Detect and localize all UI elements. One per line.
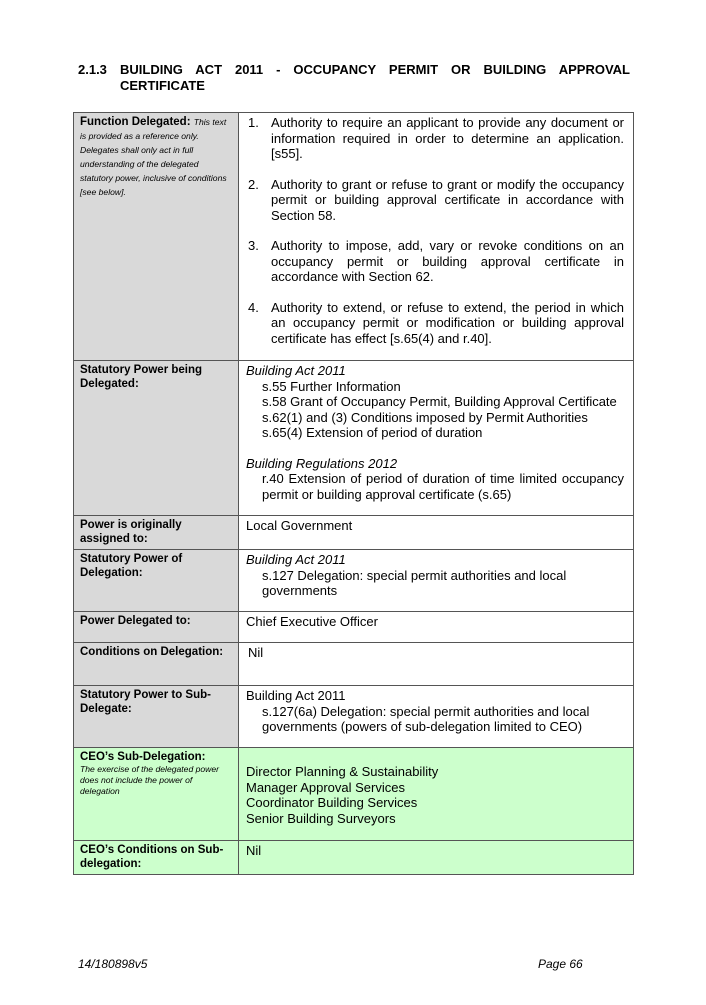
list-item bbox=[246, 115, 624, 162]
item-text: Authority to impose, add, vary or revoke conditions on an occupancy permit or building approval certificate in accordance with Section 62. bbox=[271, 238, 624, 284]
power-assigned-value: Local Government bbox=[239, 516, 634, 550]
function-delegated-note: This text is provided as a reference only. Delegates shall only act in full understanding of the delegated statutory power, inclusive of conditions [see below]. bbox=[80, 117, 227, 197]
act-item: s.58 Grant of Occupancy Permit, Building Approval Certificate bbox=[262, 394, 617, 409]
regulations-title: Building Regulations 2012 bbox=[246, 455, 398, 471]
ceo-sub-delegation-content bbox=[239, 748, 634, 841]
delegation-table bbox=[73, 112, 634, 875]
section-number: 2.1.3 bbox=[78, 62, 107, 77]
row-power-of-delegation bbox=[74, 550, 634, 612]
statutory-power-content bbox=[239, 361, 634, 516]
sub-delegate-content bbox=[239, 686, 634, 748]
conditions-value: Nil bbox=[239, 643, 634, 686]
act-title: Building Act 2011 bbox=[246, 688, 346, 703]
power-of-delegation-label: Statutory Power of Delegation: bbox=[74, 550, 239, 612]
ceo-sub-delegation-label: CEO’s Sub-Delegation: bbox=[80, 751, 206, 763]
delegate-name: Manager Approval Services bbox=[246, 779, 405, 795]
spacer bbox=[246, 441, 624, 456]
row-function-delegated bbox=[74, 113, 634, 361]
ceo-conditions-value: Nil bbox=[239, 841, 634, 875]
item-number: 3. bbox=[248, 238, 259, 253]
act-title: Building Act 2011 bbox=[246, 552, 346, 567]
ceo-sub-delegation-label-cell bbox=[74, 748, 239, 841]
function-delegated-label: Function Delegated: bbox=[80, 116, 191, 128]
document-reference: 14/180898v5 bbox=[78, 957, 148, 971]
item-number: 4. bbox=[248, 299, 259, 315]
power-of-delegation-content bbox=[239, 550, 634, 612]
act-item: s.65(4) Extension of period of duration bbox=[262, 425, 483, 440]
delegate-name: Director Planning & Sustainability bbox=[246, 764, 439, 779]
sub-delegate-label: Statutory Power to Sub-Delegate: bbox=[74, 686, 239, 748]
delegated-to-value: Chief Executive Officer bbox=[239, 612, 634, 643]
act-title: Building Act 2011 bbox=[246, 363, 346, 378]
regulations-item: r.40 Extension of period of duration of time limited occupancy permit or building approval certificate (s.65) bbox=[262, 471, 624, 502]
function-list bbox=[246, 115, 624, 346]
function-delegated-content bbox=[239, 113, 634, 361]
act-item: s.62(1) and (3) Conditions imposed by Permit Authorities bbox=[262, 409, 588, 425]
section-heading bbox=[78, 62, 630, 94]
row-delegated-to bbox=[74, 612, 634, 643]
page-number: Page 66 bbox=[538, 957, 583, 971]
act-item: s.127 Delegation: special permit authorities and local governments bbox=[262, 567, 567, 598]
conditions-label: Conditions on Delegation: bbox=[74, 643, 239, 686]
act-item: s.127(6a) Delegation: special permit authorities and local governments (powers of sub-delegation limited to CEO) bbox=[262, 703, 590, 734]
ceo-conditions-label: CEO’s Conditions on Sub-delegation: bbox=[74, 841, 239, 875]
list-item bbox=[246, 238, 624, 285]
ceo-sub-delegation-note: The exercise of the delegated power does not include the power of delegation bbox=[80, 764, 220, 796]
item-text: Authority to grant or refuse to grant or modify the occupancy permit or building approval certificate in accordance with Section 58. bbox=[271, 176, 624, 223]
list-item bbox=[246, 177, 624, 224]
label-function-delegated bbox=[74, 113, 239, 361]
list-item bbox=[246, 300, 624, 347]
act-item: s.55 Further Information bbox=[262, 378, 401, 394]
power-assigned-label: Power is originally assigned to: bbox=[74, 516, 239, 550]
delegated-to-label: Power Delegated to: bbox=[74, 612, 239, 643]
statutory-power-label: Statutory Power being Delegated: bbox=[74, 361, 239, 516]
item-text: Authority to require an applicant to provide any document or information required in order to determine an application. [s55]. bbox=[271, 115, 624, 161]
delegate-name: Coordinator Building Services bbox=[246, 795, 418, 810]
row-conditions bbox=[74, 643, 634, 686]
item-number: 2. bbox=[248, 176, 259, 192]
section-title: BUILDING ACT 2011 - OCCUPANCY PERMIT OR BUILDING APPROVAL CERTIFICATE bbox=[120, 62, 630, 93]
row-sub-delegate bbox=[74, 686, 634, 748]
delegate-name: Senior Building Surveyors bbox=[246, 810, 396, 826]
row-ceo-conditions bbox=[74, 841, 634, 875]
row-power-assigned bbox=[74, 516, 634, 550]
item-number: 1. bbox=[248, 115, 259, 130]
row-statutory-power bbox=[74, 361, 634, 516]
row-ceo-sub-delegation bbox=[74, 748, 634, 841]
item-text: Authority to extend, or refuse to extend, the period in which an occupancy permit or modification or building approval certificate has effect [s.65(4) and r.40]. bbox=[271, 299, 624, 346]
